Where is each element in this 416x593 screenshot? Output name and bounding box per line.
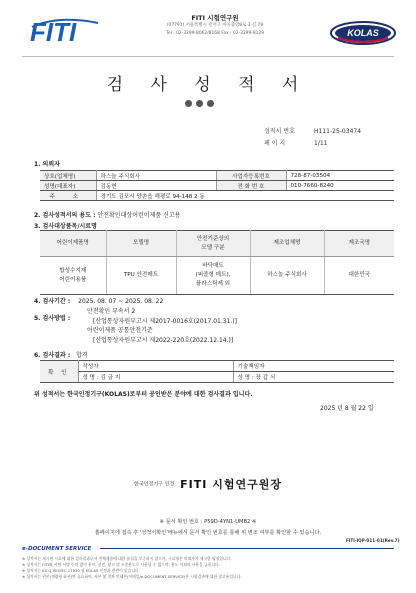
col-country: 제조국명	[324, 231, 394, 257]
phone-value: 010-7660-8240	[286, 181, 394, 191]
section5-methods	[87, 307, 237, 345]
edoc-divider	[100, 548, 394, 549]
col-model-name: 모델명	[106, 231, 176, 257]
document-title: 검 사 성 적 서	[106, 75, 310, 95]
section2-value: 안전확인대상어린이제품 신고용	[97, 212, 181, 219]
confirm-label: 확 인	[40, 361, 78, 383]
writer-name: 성 명 : 김 금 지	[78, 372, 233, 383]
manager-name: 성 명 : 장 갑 식	[233, 372, 394, 383]
cert-number-value: H111-25-03474	[314, 128, 362, 135]
footnote: ※ 성적서는 FITI와 서면 서명 등의 없이 홍보, 선전, 광고 및 소송용도로 사용될 수 없으며, 용도 이외의 사용을 금합니다.	[22, 562, 220, 567]
writer-label: 작성자	[78, 361, 233, 372]
kolas-logo	[328, 20, 398, 46]
kolas-statement: 위 성적서는 한국인정기구(KOLAS)로부터 공인받은 분야에 대한 검사결과 입니다.	[34, 391, 253, 398]
dot-icon	[185, 100, 192, 107]
rep-value: 김동현	[96, 181, 216, 191]
method-line: 안전확인 부속서 2	[87, 308, 136, 315]
issue-date: 2025 년 8 월 22 일	[320, 405, 374, 412]
col-product-name: 어린이제품명	[40, 231, 106, 257]
cell-manufacturer: 하스놀 주식회사	[250, 257, 324, 295]
section4-value: 2025. 08. 07 ~ 2025. 08. 22	[78, 298, 164, 305]
method-line: 어린이제품 공통안전기준	[87, 327, 153, 334]
institute-tel: Tel : 02-3299-8062/8168 Fax : 02-3299-8129	[165, 31, 265, 36]
institute-name: FITI 시험연구원	[191, 14, 239, 22]
title-dots	[185, 100, 231, 108]
address-label: 주 소	[40, 191, 96, 201]
cert-page-value: 1/11	[314, 140, 328, 147]
cell-model-class: 바닥매트 (퍼즐형 매트), 플라스틱제 외	[176, 257, 250, 295]
section1-heading: 1. 의뢰자	[34, 161, 60, 168]
revision-code: FITI-IQP-011-01(Rev.7)	[346, 538, 400, 543]
confirm-table	[40, 360, 394, 383]
sample-table	[40, 230, 394, 295]
method-line: [산업통상자원부고시 제2017-0016호(2017.01.31.)]	[93, 317, 237, 325]
method-line: [산업통상자원부고시 제2022-220호(2022.12.14.)]	[93, 336, 234, 344]
section6-value: 합격	[76, 352, 88, 359]
cert-number-label: 성적서 번호	[264, 128, 295, 135]
cert-page-label: 페 이 지	[264, 140, 286, 147]
institute-header	[130, 14, 300, 38]
col-manufacturer: 제조업체명	[250, 231, 324, 257]
doc-confirm-number: ※ 문서 확인 번호 : P59D-4YN1-UMB2 ※	[159, 519, 257, 525]
footnote: ※ 성적서는 KS Q ISO/IEC 17020 및 KOLAS 인정과 관련이 있습니다.	[22, 568, 140, 573]
section2-heading: 2. 검사성적서의 용도 :	[34, 212, 96, 219]
col-model-class: 안전기준상의 모델 구분	[176, 231, 250, 257]
footnote: ※ 성적서는 제시된 시료에 대한 검사결과로서 전체제품에 대한 품질을 보증하지 않으며, 시료명은 의뢰자가 제시한 명칭입니다.	[22, 556, 232, 561]
fiti-logo-text: FITI	[30, 17, 77, 47]
dot-icon	[207, 100, 214, 107]
bizno-label: 사업자등록번호	[216, 171, 286, 181]
section2	[34, 210, 180, 219]
certificate-info	[264, 126, 361, 150]
cell-product-name: 합성수지제 어린이용품	[40, 257, 106, 295]
kolas-logo-text: KOLAS	[347, 28, 379, 38]
doc-confirm	[0, 517, 416, 539]
section6	[34, 350, 88, 359]
section4	[34, 296, 163, 305]
cell-country: 대한민국	[324, 257, 394, 295]
bizno-value: 728-87-03504	[286, 171, 394, 181]
signature-block	[0, 476, 416, 492]
cell-model-name: TPU 안전매트	[106, 257, 176, 295]
dot-icon	[196, 100, 203, 107]
section3-heading: 3. 검사대상품목/시료명	[34, 223, 97, 230]
section5-heading: 5. 검사방법 :	[34, 315, 71, 322]
manager-label: 기술책임자	[233, 361, 394, 372]
signature-small: 한국인정기구 인정	[134, 481, 175, 488]
company-label: 상호(업체명)	[40, 171, 96, 181]
phone-label: 전 화 번 호	[216, 181, 286, 191]
fiti-logo	[28, 17, 118, 47]
address-value: 경기도 김포시 양촌읍 해평로 94-148 2 동	[96, 191, 394, 201]
header-divider	[22, 56, 394, 57]
requester-table	[40, 170, 394, 201]
section4-heading: 4. 검사기간 :	[34, 298, 71, 305]
doc-confirm-note: 홈페이지에 접속 후 '성적서확인'메뉴에서 문서 확인 번호를 통해 위 변조 여부를 확인할 수 있습니다.	[94, 530, 322, 536]
section6-heading: 6. 검사결과 :	[34, 352, 71, 359]
rep-label: 성명(대표자)	[40, 181, 96, 191]
footnote: ※ 성적서는 원본(계량형 표현)만 유효하며, 사본 및 전자 인쇄본(이메일/e-DOCUMENT SERVICE)은 시험결과에 대한 참고용입니다.	[22, 574, 242, 579]
institute-address: (07791) 서울특별시 강서구 마곡중앙8로 3 길 79	[166, 23, 264, 28]
edoc-label: e-DOCUMENT SERVICE	[22, 546, 92, 552]
signature-big: FITI 시험연구원장	[180, 478, 282, 491]
company-value: 하스놀 주식회사	[96, 171, 216, 181]
edoc-bar	[22, 545, 394, 553]
footnotes	[22, 556, 394, 580]
